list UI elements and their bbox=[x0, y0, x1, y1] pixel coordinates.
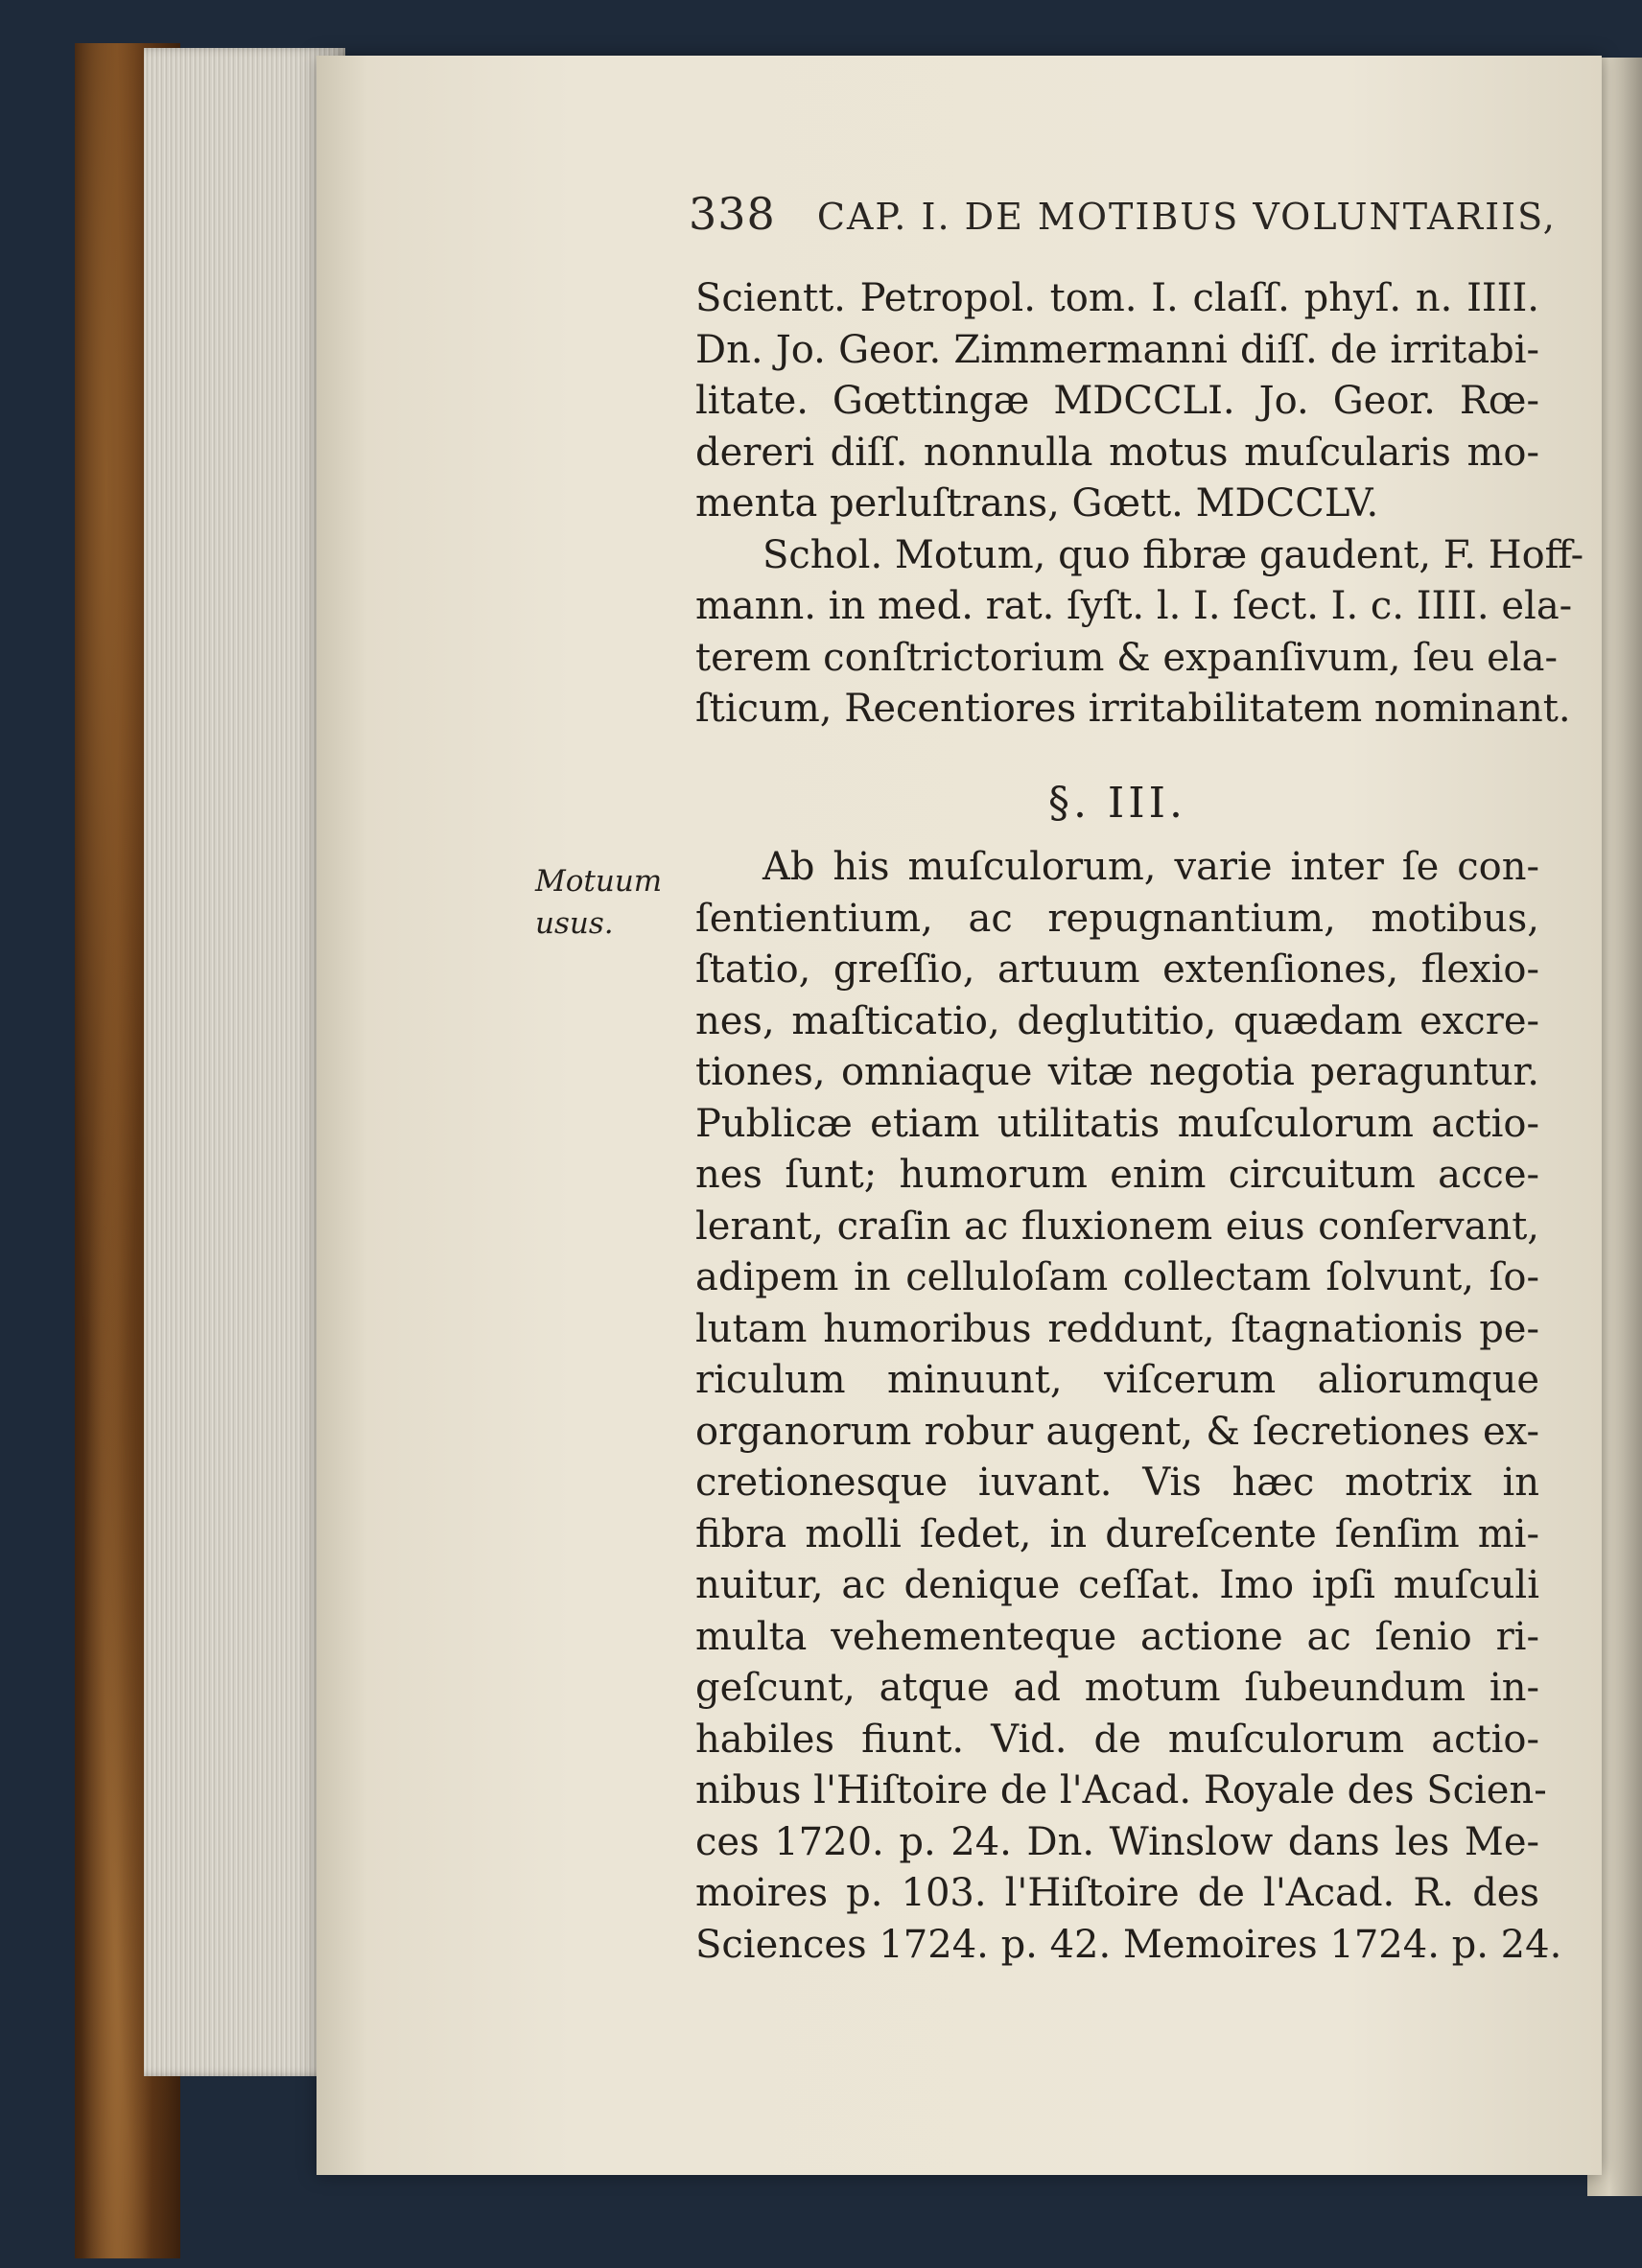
page-stack-edges bbox=[144, 48, 345, 2076]
text-line: menta perluſtrans, Gœtt. MDCCLV. bbox=[695, 481, 1379, 526]
text-line: litate. Gœttingæ MDCCLI. Jo. Geor. Rœ- bbox=[695, 379, 1539, 423]
chapter-title: CAP. I. DE MOTIBUS VOLUNTARIIS, bbox=[816, 196, 1557, 238]
text-line: nes ſunt; humorum enim circuitum acce- bbox=[695, 1153, 1539, 1197]
text-line: tiones, omniaque vitæ negotia peraguntur. bbox=[695, 1050, 1539, 1094]
scholion-paragraph bbox=[695, 530, 1584, 736]
text-line: nes, maſticatio, deglutitio, quædam excre- bbox=[695, 998, 1539, 1043]
text-line: Dn. Jo. Geor. Zimmermanni diſſ. de irritabi- bbox=[695, 327, 1539, 372]
marginal-note-line: usus. bbox=[535, 906, 614, 941]
text-line: Scientt. Petropol. tom. I. claſſ. phyſ. n. IIII. bbox=[695, 276, 1539, 320]
text-line: ces 1720. p. 24. Dn. Winslow dans les Me- bbox=[695, 1819, 1539, 1864]
marginal-note-line: Motuum bbox=[535, 864, 663, 899]
text-line: lerant, craſin ac fluxionem eius conſervant, bbox=[695, 1204, 1539, 1249]
text-line: Ab his muſculorum, varie inter ſe con- bbox=[762, 845, 1539, 889]
text-line: mann. in med. rat. ſyſt. l. I. ſect. I. c. IIII. ela- bbox=[695, 584, 1573, 628]
text-line: multa vehementeque actione ac ſenio ri- bbox=[695, 1614, 1539, 1659]
body-text bbox=[695, 273, 1584, 1971]
text-line: fibra molli ſedet, in dureſcente ſenſim mi- bbox=[695, 1511, 1539, 1556]
text-line: dereri diſſ. nonnulla motus muſcularis mo- bbox=[695, 430, 1539, 475]
text-line: nibus l'Hiſtoire de l'Acad. Royale des Scien- bbox=[695, 1768, 1547, 1812]
spacer bbox=[695, 829, 1539, 842]
page-number: 338 bbox=[689, 188, 776, 240]
text-line: ſticum, Recentiores irritabilitatem nominant. bbox=[695, 687, 1571, 731]
text-line: riculum minuunt, viſcerum aliorumque bbox=[695, 1358, 1539, 1402]
text-line: Schol. Motum, quo fibræ gaudent, F. Hoff- bbox=[762, 532, 1584, 577]
running-head bbox=[689, 188, 1557, 240]
text-line: moires p. 103. l'Hiſtoire de l'Acad. R. des bbox=[695, 1871, 1539, 1915]
text-line: ſentientium, ac repugnantium, motibus, bbox=[695, 896, 1539, 941]
marginal-note bbox=[535, 860, 669, 945]
text-line: nuitur, ac denique ceſſat. Imo ipſi muſculi bbox=[695, 1563, 1539, 1607]
section-heading: §. III. bbox=[1047, 778, 1187, 828]
paragraph-main bbox=[695, 842, 1562, 1971]
text-line: ſtatio, greſſio, artuum extenſiones, flexio- bbox=[695, 947, 1539, 992]
text-line: cretionesque iuvant. Vis hæc motrix in bbox=[695, 1461, 1539, 1505]
text-line: geſcunt, atque ad motum ſubeundum in- bbox=[695, 1666, 1539, 1710]
text-line: adipem in celluloſam collectam ſolvunt, ſo- bbox=[695, 1255, 1539, 1299]
paragraph-references bbox=[695, 273, 1539, 530]
text-line: Sciences 1724. p. 42. Memoires 1724. p. 24. bbox=[695, 1922, 1562, 1967]
text-line: Publicæ etiam utilitatis muſculorum actio- bbox=[695, 1101, 1539, 1146]
text-line: organorum robur augent, & ſecretiones ex- bbox=[695, 1409, 1539, 1454]
text-line: terem conſtrictorium & expanſivum, ſeu ela- bbox=[695, 635, 1558, 680]
text-line: lutam humoribus reddunt, ſtagnationis pe- bbox=[695, 1306, 1539, 1351]
text-line: habiles fiunt. Vid. de muſculorum actio- bbox=[695, 1717, 1539, 1762]
